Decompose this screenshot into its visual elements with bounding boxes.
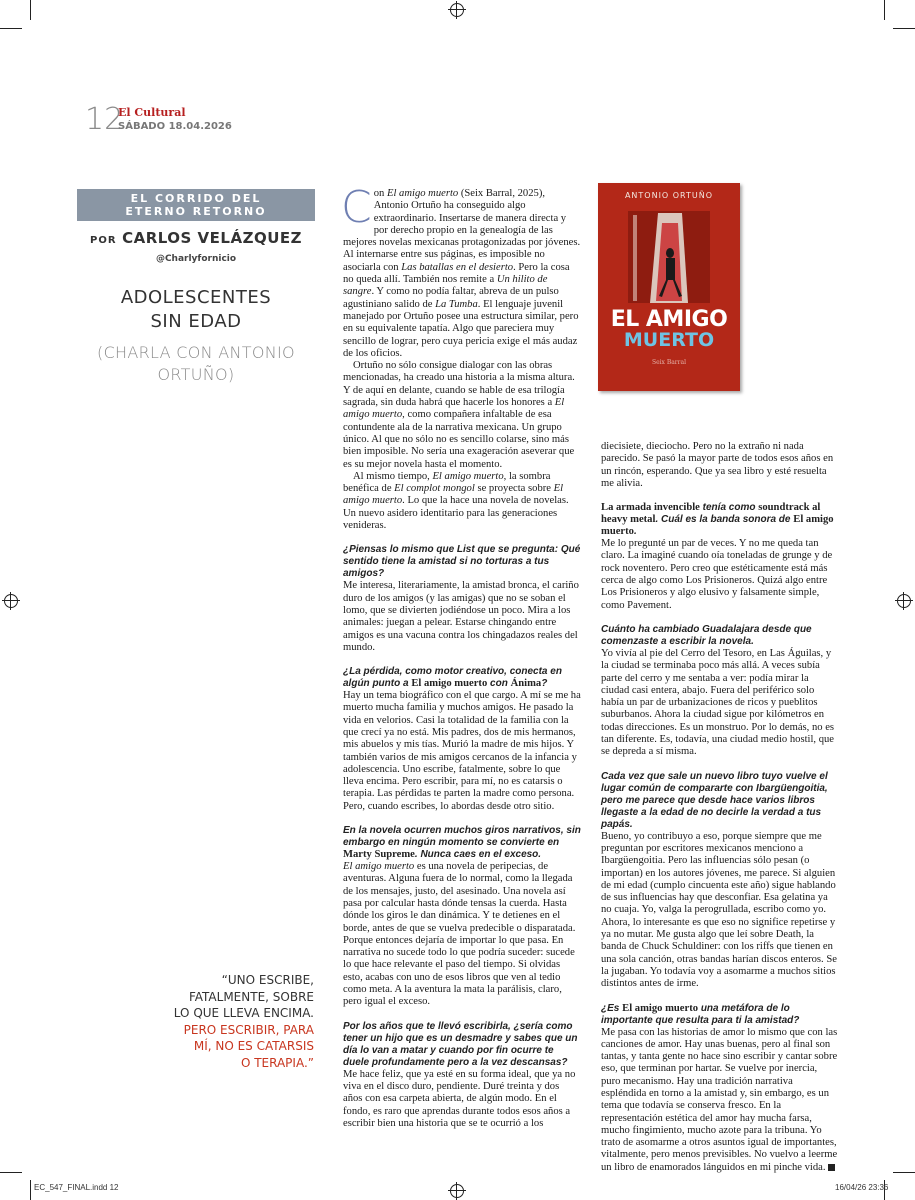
pull-quote <box>164 972 314 1071</box>
interview-answer: Me interesa, literariamente, la amistad bronca, el cariño duro de los amigos (y las amigas) que no se soban el lomo, que se divierten jodiéndose un poco. Mira a los animales: juegan a pelear. Estarse chingando entre amigos es una vacuna contra los chingadazos reales del mundo. <box>343 580 579 653</box>
author-name: CARLOS VELÁZQUEZ <box>122 229 303 247</box>
page-number: 12 <box>85 102 124 137</box>
interview-answer: Me hace feliz, que ya esté en su forma ideal, que ya no viva en el disco duro, pendiente. Duré treinta y dos años con esa carpeta abierta, de algún modo. En el fondo, es raro que aprendas durante todos esos años a escribir bien una historia que se te ocurrió a los <box>343 1068 576 1129</box>
article-column-1 <box>341 182 581 1130</box>
interview-question: Cuánto ha cambiado Guadalajara desde que comenzaste a escribir la novela. <box>601 623 812 647</box>
subhead-line1: (CHARLA CON ANTONIO <box>97 343 295 362</box>
interview-answer: Yo vivía al pie del Cerro del Tesoro, en Las Águilas, y la ciudad se terminaba poco más allá. A veces subía parte del cerro y me sentaba a ver: podía mirar la ciudad casi entera, abajo. Fuera del periférico solo había un par de urbanizaciones de ricos y pueblitos suburbanos. Ahora la ciudad sigue por kilómetros en todas direcciones. Es un monstruo. Por lo demás, no es tan diferente. Es, todavía, una ciudad medio hostil, que se depreda a sí misma. <box>601 647 835 758</box>
print-timestamp: 16/04/26 23:36 <box>835 1183 889 1192</box>
issue-date: SÁBADO 18.04.2026 <box>118 121 232 132</box>
paragraph: Con El amigo muerto (Seix Barral, 2025), Antonio Ortuño ha conseguido algo extraordinario. Insertarse de manera directa y por derecho propio en la genealogía de las mejores novelas mexicanas protagonizadas por jóvenes. Al internarse entre sus páginas, es imposible no asociarla con Las batallas en el desierto. Pero la cosa no queda allí. También nos remite a Un hilito de sangre. Y como no podía faltar, abreva de un pulso agustiniano salido de La Tumba. El lenguaje juvenil manejado por Ortuño posee una estructura similar, pero en su equivalente tapatía. Algo que pareciera muy sencillo de lograr, pero cuya pericia exige el más audaz de los oficios. <box>341 182 581 359</box>
publication-name: El Cultural <box>118 106 186 119</box>
book-author: ANTONIO ORTUÑO <box>624 191 714 200</box>
crop-mark <box>893 1172 915 1173</box>
interview-question: Cada vez que sale un nuevo libro tuyo vuelve el lugar común de compararte con Ibargüengoitia, pero me parece que desde hace varios libros llegaste a la edad de no decirle la verdad a tus papás. <box>601 770 828 830</box>
file-slug: EC_547_FINAL.indd 12 <box>34 1183 119 1192</box>
interview-answer: Me pasa con las historias de amor lo mismo que con las canciones de amor. Hay unas buenas, pero al final son tantas, y tanta gente no hace sino escribir y cantar sobre eso, que terminan por hartar. Se vuelve por inercia, puro mecanismo. Hay una tradición narrativa espléndida en torno a la amistad y, sin embargo, es un tema que todavía se conserva fresco. En la representación estética del amor hay mucha farsa, mucho fingimiento, mucho azote para la tribuna. Yo trato de asomarme a otros asuntos igual de importantes, vitalmente, pero menos previsibles. No vuelvo a leerme un libro de enamorados lánguidos en mi pinche vida. <box>601 1026 838 1173</box>
interview-question: Por los años que te llevó escribirla, ¿sería como tener un hijo que es un desmadre y sabes que un día lo van a matar y cuando por fin ocurre te duele profundamente pero a la vez descansas? <box>343 1020 578 1068</box>
crop-mark <box>884 0 885 20</box>
crop-mark <box>893 28 915 29</box>
registration-mark-right <box>897 594 911 608</box>
headline-line1: ADOLESCENTES <box>120 287 272 308</box>
interview-question: La armada invencible tenía como soundtrack al heavy metal. Cuál es la banda sonora de El amigo muerto. <box>601 502 834 538</box>
book-publisher: Seix Barral <box>651 359 687 366</box>
pull-quote-line: FATALMENTE, SOBRE <box>188 989 314 1004</box>
registration-mark-left <box>4 594 18 608</box>
headline-line2: SIN EDAD <box>150 311 242 332</box>
byline <box>77 228 315 247</box>
pull-quote-line: MÍ, NO ES CATARSIS <box>193 1039 314 1053</box>
paragraph: Al mismo tiempo, El amigo muerto, la sombra benéfica de El complot mongol se proyecta sobre El amigo muerto. Lo que la hace una novela de novelas. Un nuevo asidero identitario para las generaciones venideras. <box>343 470 569 532</box>
end-mark-icon <box>828 1164 835 1171</box>
book-title-line1: EL AMIGO <box>610 307 728 332</box>
section-title-line1: EL CORRIDO DEL <box>130 192 262 205</box>
interview-answer: Bueno, yo contribuyo a eso, porque siempre que me preguntan por escritores mexicanos menciono a Ibargüengoitia. Pero las influencias sólo pesan (o importan) en los autores jóvenes, me parece. Si alguien de mi edad (cumplo cincuenta este año) sigue hablando de sus influencias hay que desconfiar. Esa gelatina ya no cuaja. Yo, valga la perogrullada, escribo como yo. Ahora, lo interesante es que eso no significe repetirse y ya no mutar. Me gusta algo que leí sobre Death, la banda de Chuck Schuldiner: con los riffs que tienen en una sola canción, otras bandas harían discos enteros. Se la jugaban. Yo todavía voy a asomarme a muchos sitios distintos antes de irme. <box>601 830 837 990</box>
interview-answer: diecisiete, dieciocho. Pero no la extraño ni nada parecido. Se pasó la mayor parte de todos esos años en un rincón, esperando. Que ya sea libro y esté resuelta me alivia. <box>601 441 834 489</box>
pull-quote-line: LO QUE LLEVA ENCIMA. <box>173 1006 314 1020</box>
interview-question: ¿La pérdida, como motor creativo, conecta en algún punto a El amigo muerto con Ánima? <box>343 666 562 690</box>
article-column-2 <box>601 441 839 1174</box>
crop-mark <box>30 0 31 20</box>
pull-quote-line: PERO ESCRIBIR, PARA <box>183 1022 314 1037</box>
registration-mark-bottom <box>450 1184 464 1198</box>
book-title-line2: MUERTO <box>623 329 715 351</box>
subheadline <box>77 342 315 386</box>
crop-mark <box>30 1180 31 1200</box>
byline-prefix: POR <box>89 235 117 246</box>
interview-question: ¿Piensas lo mismo que List que se pregunta: Qué sentido tiene la amistad si no torturas a tus amigos? <box>343 544 581 580</box>
pull-quote-line: O TERAPIA.” <box>240 1055 314 1070</box>
interview-answer: El amigo muerto es una novela de peripecias, de aventuras. Alguna fuera de lo normal, como la llegada de los mensajes, justo, del asesinado. Una novela así pasa por calcular hasta dónde tensas la cuerda. Hasta dónde los giros le dan dinámica. Y te detienes en el borde, antes de que se vuelva predecible o disparatada. Porque entonces dejaría de importar lo que pasa. En narrativa no sucede todo lo que podría suceder: sucede lo que hace relevante el paso del tiempo. Si olvidas esto, acabas con uno de esos libros que ven al tedio como meta. A la aventura la mata la parálisis, claro, pero igual el exceso. <box>343 861 576 1008</box>
interview-question: ¿Es El amigo muerto una metáfora de lo importante que resulta para ti la amistad? <box>601 1002 800 1026</box>
registration-mark-top <box>450 3 464 17</box>
book-cover-image <box>598 183 740 391</box>
author-handle: @Charlyfornicio <box>155 254 237 264</box>
interview-answer: Me lo pregunté un par de veces. Y no me queda tan claro. La imaginé cuando oía toneladas de grunge y de rock noventero. Pero creo que estéticamente está más cerca de algo como Los Prisioneros. Quizá algo entre Los Prisioneros y algo elusivo y falsamente simple, como Pavement. <box>601 538 833 611</box>
paragraph: Ortuño no sólo consigue dialogar con las obras mencionadas, ha creado una historia a la misma altura. Y de aquí en delante, cuando se hable de esa trilogía sagrada, sin duda habrá que hacerle los honores a El amigo muerto, como compañera infaltable de esa contundente ala de la narrativa mexicana. Un grupo único. Al que no sólo no es sencillo colarse, sino más bien imposible. No sería una exageración aseverar que es su mejor novela hasta el momento. <box>343 360 575 470</box>
crop-mark <box>0 28 22 29</box>
subhead-line2: ORTUÑO) <box>157 365 235 384</box>
section-title-line2: ETERNO RETORNO <box>125 205 267 218</box>
crop-mark <box>0 1172 22 1173</box>
pull-quote-line: “UNO ESCRIBE, <box>221 973 314 987</box>
drop-cap: C <box>341 182 372 233</box>
interview-question: En la novela ocurren muchos giros narrativos, sin embargo en ningún momento se convierte en Marty Supreme. Nunca caes en el exceso. <box>343 825 581 861</box>
section-band <box>77 189 315 221</box>
interview-answer: Hay un tema biográfico con el que cargo. A mí se me ha muerto mucha familia y muchos amigos. He pasado la vida en velorios. Casi la totalidad de la familia con la que crecí ya no está. Mis padres, dos de mis hermanos, mis abuelos y mis tías. Murió la madre de mis hijos. Y también varios de mis amigos cercanos de la infancia y adolescencia. Uno escribe, fatalmente, sobre lo que lleva encima. Pero escribir, para mí, no es catarsis o terapia. Las pérdidas te parten la madre como persona. Pero, cuando escribes, lo abordas desde otro sitio. <box>343 690 581 812</box>
headline <box>77 286 315 334</box>
